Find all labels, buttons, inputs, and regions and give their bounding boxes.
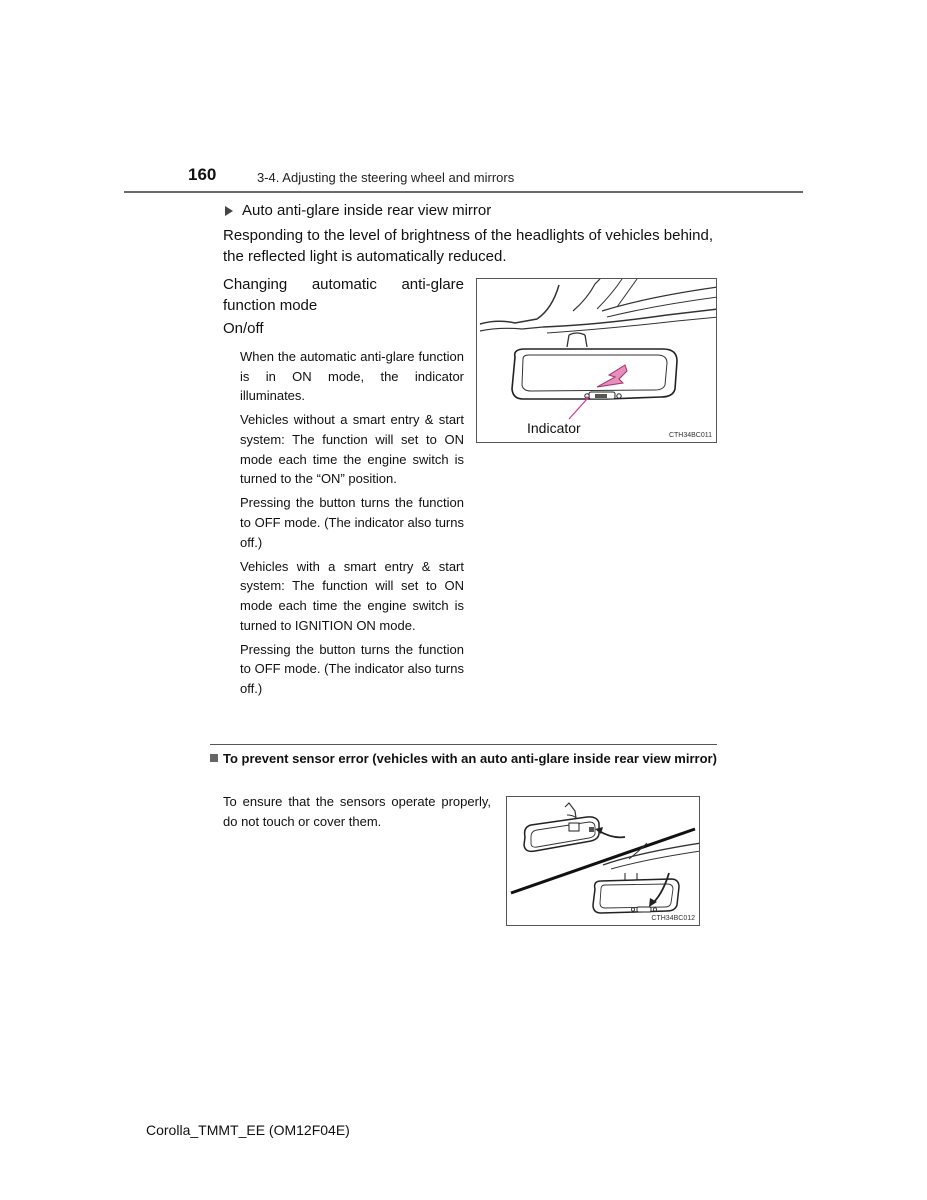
header-rule [124, 191, 803, 193]
body-paragraph: Vehicles with a smart entry & start system: The function will set to ON mode each time the engine switch is turned to IGNITION ON mode. [240, 558, 464, 633]
caution-rule [210, 744, 717, 745]
header-section-title: 3-4. Adjusting the steering wheel and mirrors [257, 170, 515, 185]
intro-paragraph: Responding to the level of brightness of the headlights of vehicles behind, the reflected light is automatically reduced. [223, 227, 713, 265]
section-heading-text: Auto anti-glare inside rear view mirror [242, 202, 492, 219]
mode-label: On/off [223, 320, 264, 337]
caution-heading [210, 750, 720, 769]
body-text-column [240, 347, 464, 703]
page-number: 160 [188, 165, 217, 184]
mirror-indicator-figure [476, 278, 717, 443]
figure-code: CTH34BC012 [651, 915, 695, 922]
sub-heading: Changing automatic anti-glare function mode [223, 276, 464, 314]
body-paragraph: When the automatic anti-glare function is in ON mode, the indicator illuminates. [240, 349, 464, 404]
caution-body: To ensure that the sensors operate properly, do not touch or cover them. [223, 794, 491, 829]
figure-code: CTH34BC011 [668, 432, 712, 439]
body-paragraph: Pressing the button turns the function to OFF mode. (The indicator also turns off.) [240, 495, 464, 550]
square-bullet-icon [210, 754, 218, 762]
section-heading [223, 202, 491, 219]
sensor-location-figure [506, 796, 700, 926]
body-paragraph: Vehicles without a smart entry & start system: The function will set to ON mode each time the engine switch is turned to the “ON” position. [240, 412, 464, 487]
indicator-label: Indicator [527, 420, 581, 436]
body-paragraph: Pressing the button turns the function to OFF mode. (The indicator also turns off.) [240, 641, 464, 696]
caution-heading-text: To prevent sensor error (vehicles with an auto anti-glare inside rear view mirror) [223, 751, 717, 766]
sensor-illustration [507, 797, 700, 926]
triangle-right-icon [225, 206, 233, 216]
footer-text: Corolla_TMMT_EE (OM12F04E) [146, 1122, 350, 1138]
mirror-illustration [477, 279, 717, 443]
